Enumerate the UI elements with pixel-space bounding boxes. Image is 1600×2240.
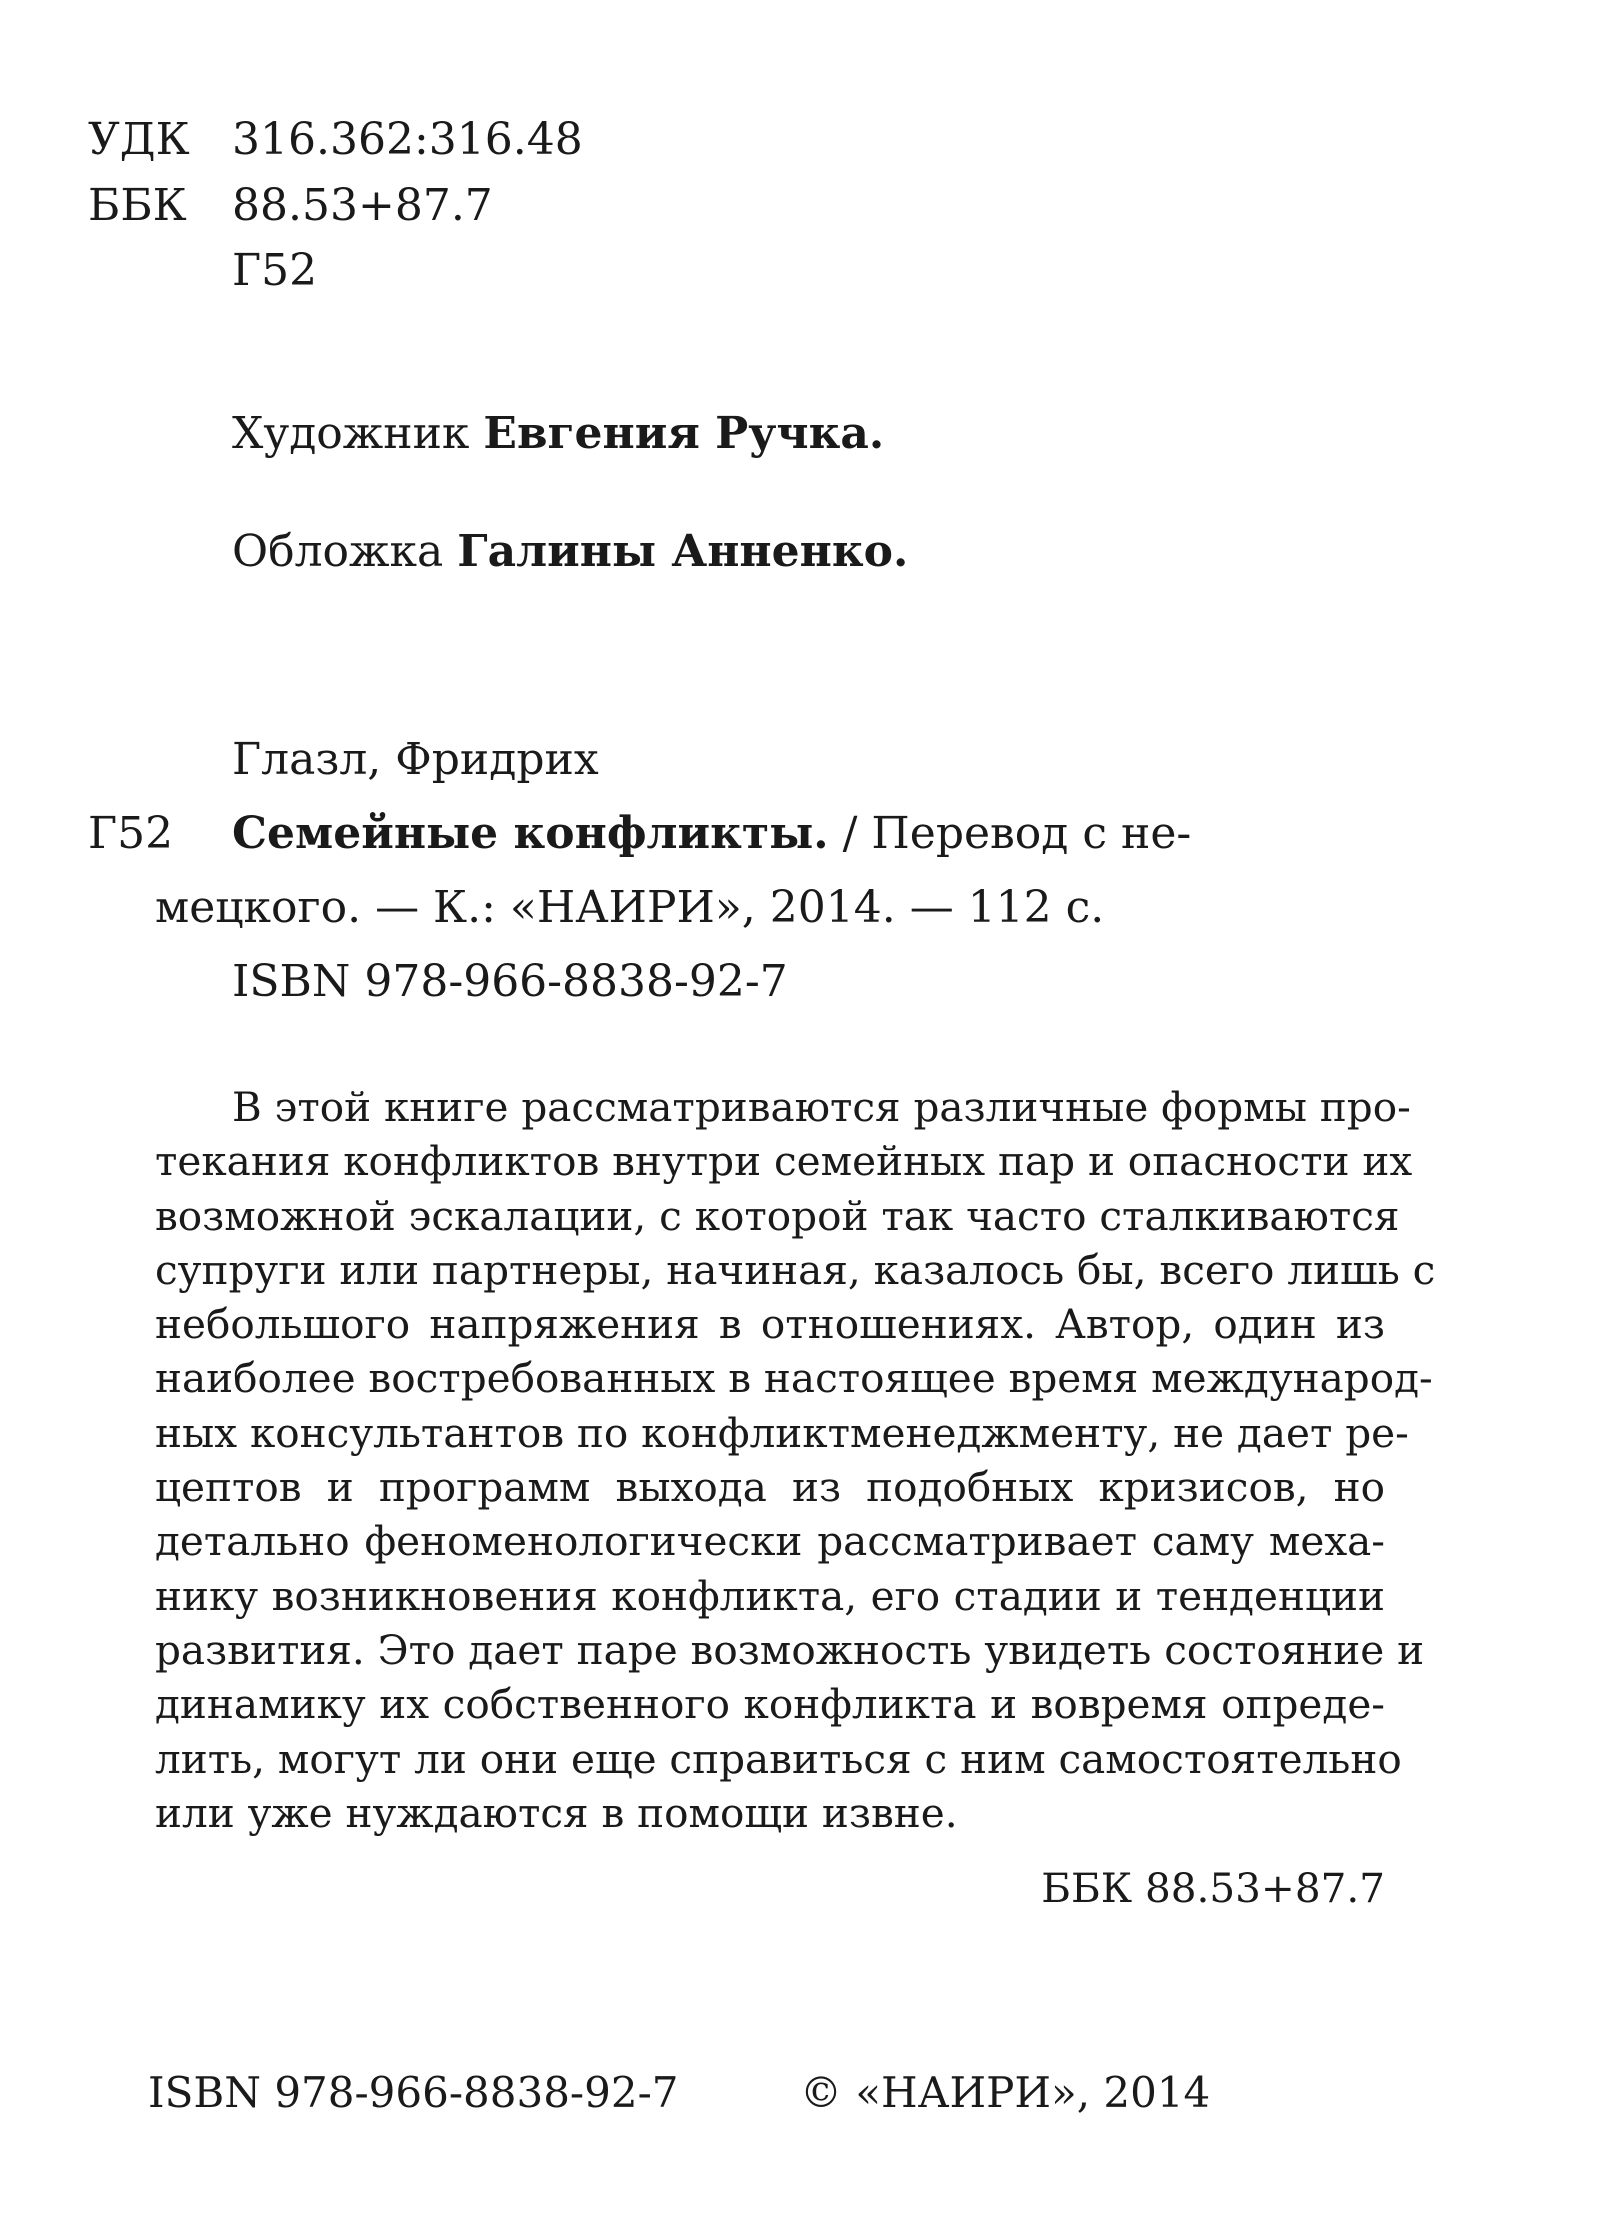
- annotation-line: лить, могут ли они еще справиться с ним самостоятельно: [155, 1734, 1402, 1783]
- annotation-line: В этой книге рассматриваются различные формы про-: [232, 1083, 1411, 1131]
- artist-name: Евгения Ручка.: [483, 408, 885, 459]
- author-mark: Г52: [232, 245, 318, 296]
- annotation-line: возможной эскалации, с которой так часто сталкиваются: [155, 1191, 1400, 1240]
- annotation-line: ных консультантов по конфликтменеджменту, не дает ре-: [155, 1408, 1409, 1457]
- artist-credit: [232, 408, 885, 459]
- bbk-label: ББК: [88, 180, 187, 231]
- annotation-line: нику возникновения конфликта, его стадии и тенденции: [155, 1571, 1385, 1620]
- footer-isbn: ISBN 978-966-8838-92-7: [148, 2068, 679, 2117]
- annotation-line: или уже нуждаются в помощи извне.: [155, 1788, 958, 1837]
- annotation-bbk: ББК 88.53+87.7: [1041, 1864, 1385, 1912]
- artist-prefix: Художник: [232, 408, 484, 459]
- cover-prefix: Обложка: [232, 526, 458, 577]
- annotation-line: детально феноменологически рассматривает саму меха-: [155, 1517, 1385, 1566]
- annotation-line: небольшого напряжения в отношениях. Автор, один из: [155, 1300, 1385, 1349]
- bibliography-author: Глазл, Фридрих: [232, 734, 599, 785]
- cover-credit: [232, 526, 909, 577]
- bbk-value: 88.53+87.7: [232, 180, 493, 231]
- cover-name: Галины Анненко.: [457, 526, 909, 577]
- bibliography-imprint: мецкого. — К.: «НАИРИ», 2014. — 112 с.: [155, 882, 1105, 933]
- annotation-line: динамику их собственного конфликта и вовремя опреде-: [155, 1680, 1385, 1729]
- bibliography-title-line: [232, 808, 1192, 859]
- udk-label: УДК: [88, 114, 190, 165]
- annotation-line: текания конфликтов внутри семейных пар и опасности их: [155, 1137, 1413, 1186]
- annotation-paragraph: [155, 1080, 1436, 1840]
- annotation-line: развития. Это дает паре возможность увидеть состояние и: [155, 1625, 1425, 1674]
- annotation-line: наиболее востребованных в настоящее время международ-: [155, 1354, 1433, 1403]
- book-title: Семейные конфликты.: [232, 808, 829, 859]
- translation-note: / Перевод с не-: [828, 808, 1192, 859]
- bibliography-index: Г52: [88, 808, 174, 859]
- udk-value: 316.362:316.48: [232, 114, 583, 165]
- bibliography-isbn: ISBN 978-966-8838-92-7: [232, 956, 788, 1007]
- annotation-line: цептов и программ выхода из подобных кризисов, но: [155, 1463, 1385, 1512]
- footer-copyright: © «НАИРИ», 2014: [800, 2068, 1211, 2117]
- annotation-line: супруги или партнеры, начиная, казалось бы, всего лишь с: [155, 1245, 1436, 1294]
